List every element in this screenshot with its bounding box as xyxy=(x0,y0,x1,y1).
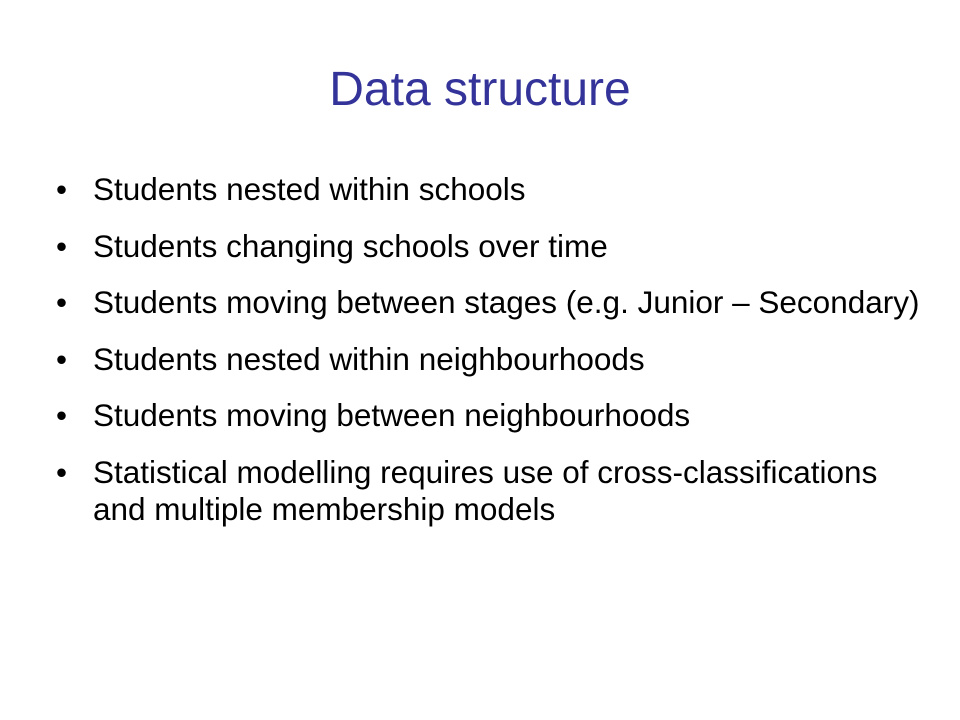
bullet-item xyxy=(56,171,936,208)
bullet-dot-icon: • xyxy=(56,340,68,377)
bullet-dot-icon: • xyxy=(56,284,68,320)
bullet-item xyxy=(56,397,936,434)
bullet-list xyxy=(56,171,936,547)
bullet-item xyxy=(56,284,936,321)
bullet-text: Statistical modelling requires use of cross-classifications and multiple membership models xyxy=(93,453,878,527)
bullet-dot-icon: • xyxy=(56,397,68,433)
bullet-dot-icon: • xyxy=(56,171,68,207)
bullet-item xyxy=(56,454,936,528)
bullet-item xyxy=(56,341,936,378)
bullet-dot-icon: • xyxy=(56,453,68,490)
bullet-text: Students moving between stages (e.g. Junior – Secondary) xyxy=(93,284,920,320)
bullet-text: Students moving between neighbourhoods xyxy=(93,397,691,433)
bullet-text: Students nested within neighbourhoods xyxy=(93,340,645,377)
bullet-text: Students changing schools over time xyxy=(93,227,608,264)
bullet-dot-icon: • xyxy=(56,227,68,264)
bullet-text: Students nested within schools xyxy=(93,171,526,207)
bullet-item xyxy=(56,228,936,265)
slide-title: Data structure xyxy=(329,63,631,116)
